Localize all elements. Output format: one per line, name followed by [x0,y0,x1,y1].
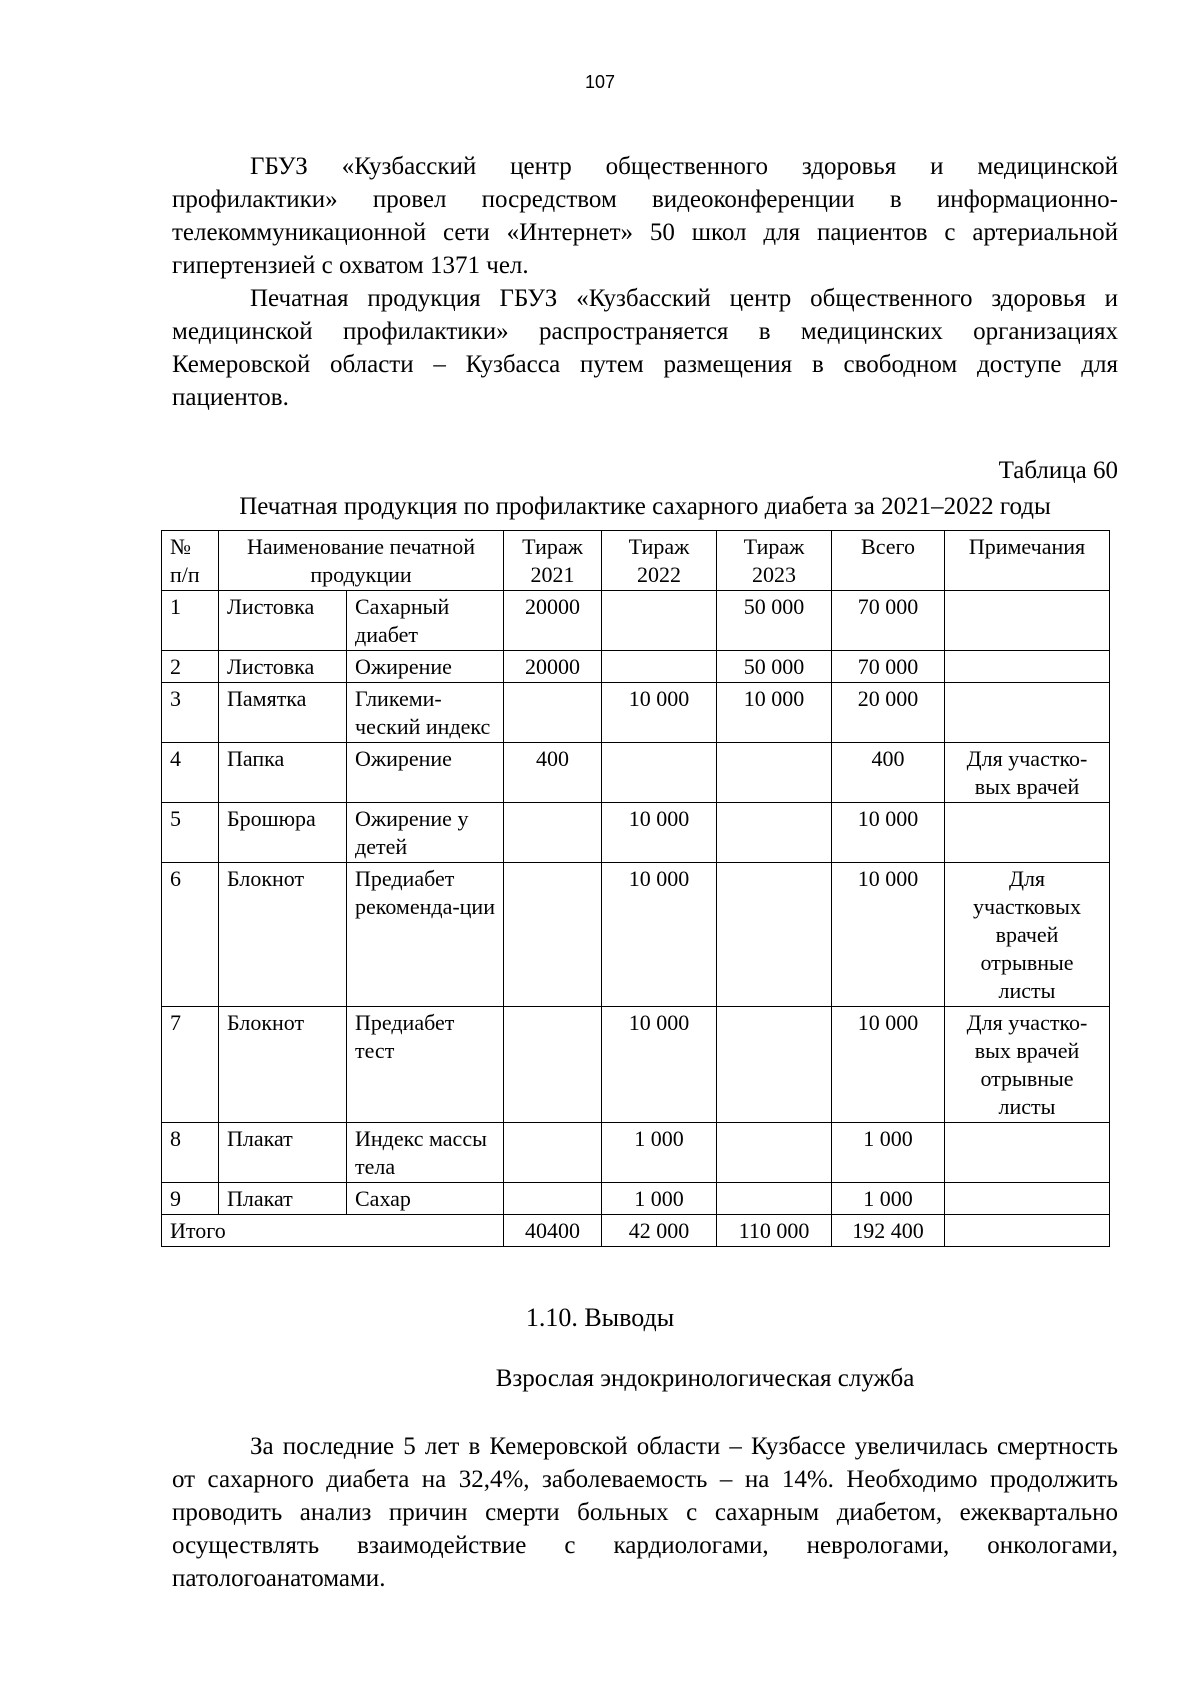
cell-num: 2 [162,651,219,683]
conclusion-text [172,1430,1118,1595]
cell-t2023 [717,803,832,863]
cell-num: 6 [162,863,219,1007]
cell-notes: Для участковых врачей отрывные листы [945,863,1110,1007]
cell-num: 9 [162,1183,219,1215]
cell-type: Блокнот [219,1007,347,1123]
table-total-row [162,1215,1110,1247]
cell-type: Листовка [219,591,347,651]
paragraph-conclusion: За последние 5 лет в Кемеровской области – Кузбассе увеличилась смертность от сахарного диабета на 32,4%, заболеваемость – на 14%. Необходимо продолжить проводить анализ причин смерти больных с сахарным диабетом, ежеквартально осуществлять взаимодействие с кардиологами, неврологами, онкологами, патологоанатомами. [172,1433,1118,1592]
cell-total: 10 000 [832,863,945,1007]
cell-notes: Для участко-вых врачей [945,743,1110,803]
paragraph-print-products: Печатная продукция ГБУЗ «Кузбасский центр общественного здоровья и медицинской профилактики» распространяется в медицинских организациях Кемеровской области – Кузбасса путем размещения в свободном доступе для пациентов. [172,285,1118,411]
cell-t2022: 1 000 [602,1123,717,1183]
cell-total: 1 000 [832,1183,945,1215]
cell-title: Предиабет рекоменда-ции [347,863,504,1007]
header-notes: Примечания [945,531,1110,591]
cell-t2021 [504,683,602,743]
section-heading: 1.10. Выводы [525,1303,675,1332]
table-body [162,591,1110,1215]
cell-notes [945,683,1110,743]
header-num: № п/п [162,531,219,591]
cell-t2021 [504,1183,602,1215]
table-row [162,1123,1110,1183]
table-header-row [162,531,1110,591]
table-row [162,591,1110,651]
cell-total: 10 000 [832,803,945,863]
total-2022: 42 000 [602,1215,717,1247]
cell-title: Сахарный диабет [347,591,504,651]
cell-title: Ожирение [347,651,504,683]
cell-t2023 [717,743,832,803]
total-2023: 110 000 [717,1215,832,1247]
cell-t2021: 400 [504,743,602,803]
cell-t2021: 20000 [504,591,602,651]
subsection-heading: Взрослая эндокринологическая служба [495,1365,915,1392]
cell-t2022: 1 000 [602,1183,717,1215]
header-2021: Тираж 2021 [504,531,602,591]
cell-t2022: 10 000 [602,863,717,1007]
cell-t2022 [602,651,717,683]
table-row [162,803,1110,863]
intro-text [172,150,1118,414]
cell-t2023: 10 000 [717,683,832,743]
cell-t2021 [504,803,602,863]
cell-notes [945,1183,1110,1215]
paragraph-schools: ГБУЗ «Кузбасский центр общественного здоровья и медицинской профилактики» провел посредством видеоконференции в информационно-телекоммуникационной сети «Интернет» 50 школ для пациентов с артериальной гипертензией с охватом 1371 чел. [172,153,1118,279]
table-row [162,743,1110,803]
cell-t2023 [717,863,832,1007]
table-row [162,651,1110,683]
cell-t2021: 20000 [504,651,602,683]
cell-total: 1 000 [832,1123,945,1183]
cell-title: Ожирение у детей [347,803,504,863]
cell-t2022 [602,591,717,651]
cell-num: 3 [162,683,219,743]
cell-t2023: 50 000 [717,651,832,683]
cell-t2021 [504,1007,602,1123]
cell-type: Брошюра [219,803,347,863]
header-2023: Тираж 2023 [717,531,832,591]
cell-t2021 [504,863,602,1007]
cell-t2021 [504,1123,602,1183]
cell-num: 7 [162,1007,219,1123]
cell-type: Листовка [219,651,347,683]
cell-title: Ожирение [347,743,504,803]
cell-num: 1 [162,591,219,651]
cell-total: 70 000 [832,651,945,683]
cell-t2023 [717,1123,832,1183]
table-label: Таблица 60 [998,457,1118,484]
cell-type: Блокнот [219,863,347,1007]
cell-num: 4 [162,743,219,803]
table-row [162,1007,1110,1123]
cell-title: Сахар [347,1183,504,1215]
total-label: Итого [162,1215,504,1247]
cell-total: 20 000 [832,683,945,743]
cell-t2023 [717,1183,832,1215]
page-number: 107 [584,72,616,92]
table-title: Печатная продукция по профилактике сахарного диабета за 2021–2022 годы [239,493,1051,520]
table-row [162,863,1110,1007]
cell-t2022 [602,743,717,803]
total-all: 192 400 [832,1215,945,1247]
cell-total: 400 [832,743,945,803]
total-2021: 40400 [504,1215,602,1247]
header-name: Наименование печатной продукции [219,531,504,591]
cell-t2022: 10 000 [602,1007,717,1123]
cell-title: Индекс массы тела [347,1123,504,1183]
cell-notes [945,651,1110,683]
cell-total: 10 000 [832,1007,945,1123]
cell-title: Гликеми-ческий индекс [347,683,504,743]
cell-title: Предиабет тест [347,1007,504,1123]
cell-total: 70 000 [832,591,945,651]
cell-t2023: 50 000 [717,591,832,651]
header-total: Всего [832,531,945,591]
cell-t2022: 10 000 [602,803,717,863]
cell-notes: Для участко-вых врачей отрывные листы [945,1007,1110,1123]
cell-type: Памятка [219,683,347,743]
table-row [162,1183,1110,1215]
print-products-table [161,530,1110,1247]
cell-notes [945,803,1110,863]
table-row [162,683,1110,743]
cell-type: Плакат [219,1123,347,1183]
header-2022: Тираж 2022 [602,531,717,591]
cell-type: Папка [219,743,347,803]
cell-t2023 [717,1007,832,1123]
cell-notes [945,591,1110,651]
total-notes [945,1215,1110,1247]
cell-t2022: 10 000 [602,683,717,743]
cell-notes [945,1123,1110,1183]
cell-type: Плакат [219,1183,347,1215]
cell-num: 8 [162,1123,219,1183]
cell-num: 5 [162,803,219,863]
